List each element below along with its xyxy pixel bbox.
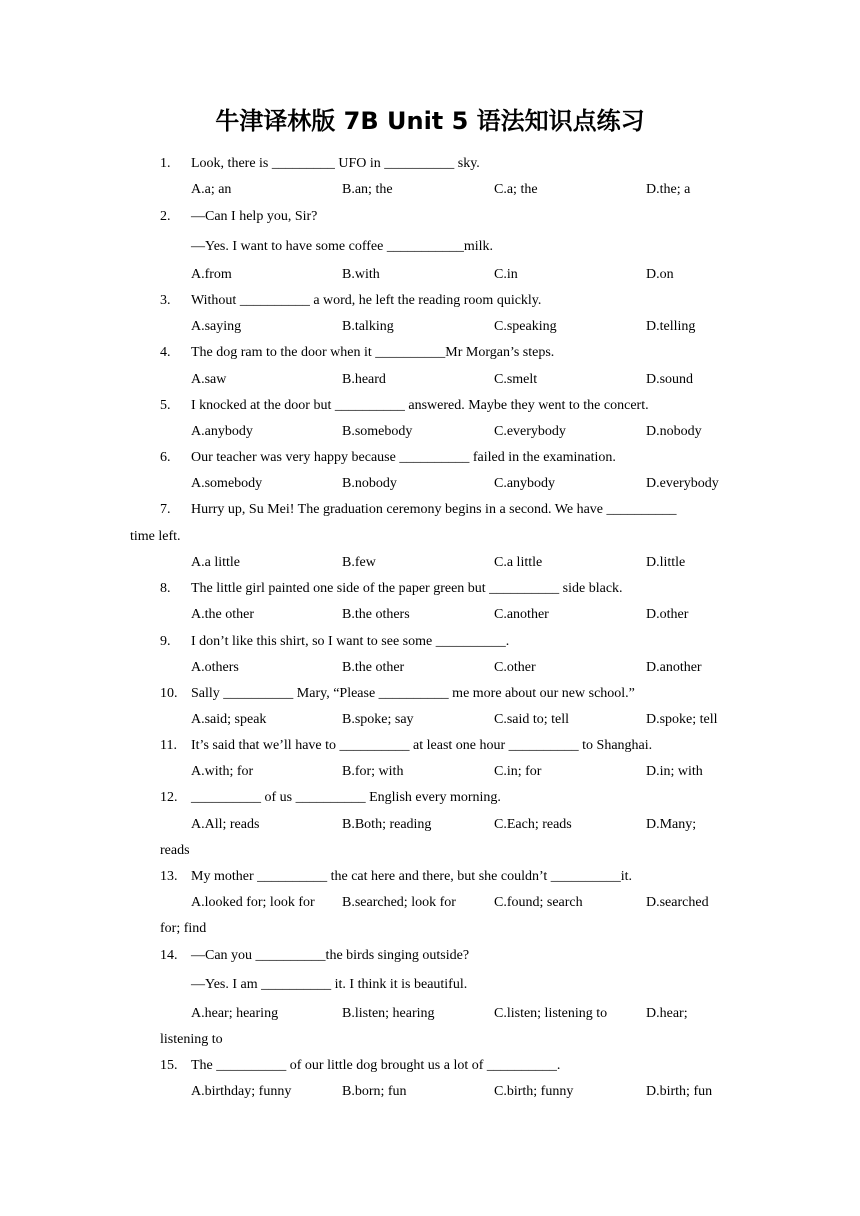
option-c[interactable]: C.listen; listening to [494,1006,608,1021]
question-stem: I knocked at the door but __________ answered. Maybe they went to the concert. [191,398,649,413]
question-stem: Without __________ a word, he left the reading room quickly. [191,293,542,308]
question-number: 9. [160,634,171,649]
option-d-continuation: reads [160,843,190,858]
question-number: 15. [160,1058,178,1073]
option-c[interactable]: C.said to; tell [494,712,570,727]
question-number: 3. [160,293,171,308]
question-stem: The little girl painted one side of the paper green but __________ side black. [191,581,623,596]
option-a[interactable]: A.with; for [191,764,254,779]
option-d-continuation: for; find [160,921,207,936]
option-c[interactable]: C.other [494,660,536,675]
option-d[interactable]: D.on [646,267,674,282]
question-number: 6. [160,450,171,465]
option-a[interactable]: A.All; reads [191,817,260,832]
option-d[interactable]: D.nobody [646,424,702,439]
option-d[interactable]: D.sound [646,372,694,387]
question-number: 7. [160,502,171,517]
option-a[interactable]: A.looked for; look for [191,895,315,910]
question-number: 2. [160,209,171,224]
question-stem-continuation: time left. [130,529,181,544]
question-number: 11. [160,738,177,753]
option-a[interactable]: A.hear; hearing [191,1006,279,1021]
option-d[interactable]: D.Many; [646,817,697,832]
question-stem: My mother __________ the cat here and there, but she couldn’t __________it. [191,869,633,884]
question-stem: It’s said that we’ll have to __________ at least one hour __________ to Shanghai. [191,738,653,753]
question-stem: __________ of us __________ English every morning. [191,790,501,805]
option-a[interactable]: A.saw [191,372,227,387]
option-b[interactable]: B.talking [342,319,394,334]
option-c[interactable]: C.a little [494,555,543,570]
option-d[interactable]: D.spoke; tell [646,712,718,727]
option-a[interactable]: A.birthday; funny [191,1084,292,1099]
option-a[interactable]: A.somebody [191,476,263,491]
option-b[interactable]: B.born; fun [342,1084,407,1099]
option-c[interactable]: C.another [494,607,549,622]
option-c[interactable]: C.a; the [494,182,538,197]
option-d[interactable]: D.the; a [646,182,691,197]
question-number: 12. [160,790,178,805]
question-stem: —Can I help you, Sir? [191,209,318,224]
option-a[interactable]: A.anybody [191,424,253,439]
option-a[interactable]: A.a; an [191,182,232,197]
option-b[interactable]: B.somebody [342,424,413,439]
option-c[interactable]: C.found; search [494,895,583,910]
option-c[interactable]: C.in; for [494,764,542,779]
option-c[interactable]: C.birth; funny [494,1084,574,1099]
page-title: 牛津译林版 7B Unit 5 语法知识点练习 [215,107,645,135]
option-b[interactable]: B.spoke; say [342,712,414,727]
option-b[interactable]: B.heard [342,372,386,387]
option-d[interactable]: D.little [646,555,686,570]
question-number: 10. [160,686,178,701]
option-b[interactable]: B.the other [342,660,405,675]
option-b[interactable]: B.nobody [342,476,397,491]
option-b[interactable]: B.the others [342,607,410,622]
question-stem: Our teacher was very happy because __________ failed in the examination. [191,450,616,465]
option-c[interactable]: C.smelt [494,372,538,387]
option-c[interactable]: C.Each; reads [494,817,572,832]
question-stem-reply: —Yes. I want to have some coffee ___________milk. [191,239,493,254]
option-b[interactable]: B.Both; reading [342,817,432,832]
question-stem: Hurry up, Su Mei! The graduation ceremony begins in a second. We have __________ [191,502,677,517]
option-d[interactable]: D.hear; [646,1006,688,1021]
option-b[interactable]: B.few [342,555,376,570]
option-a[interactable]: A.a little [191,555,240,570]
option-c[interactable]: C.speaking [494,319,557,334]
question-stem: The dog ram to the door when it __________Mr Morgan’s steps. [191,345,555,360]
option-b[interactable]: B.for; with [342,764,404,779]
option-c[interactable]: C.anybody [494,476,556,491]
option-d[interactable]: D.another [646,660,702,675]
option-c[interactable]: C.everybody [494,424,566,439]
question-stem: Look, there is _________ UFO in __________ sky. [191,156,480,171]
option-d[interactable]: D.telling [646,319,696,334]
question-stem: Sally __________ Mary, “Please __________ me more about our new school.” [191,686,635,701]
option-a[interactable]: A.said; speak [191,712,267,727]
option-d[interactable]: D.searched [646,895,709,910]
question-stem: The __________ of our little dog brought us a lot of __________. [191,1058,561,1073]
question-number: 4. [160,345,171,360]
option-b[interactable]: B.listen; hearing [342,1006,435,1021]
question-stem-reply: —Yes. I am __________ it. I think it is beautiful. [191,977,468,992]
option-b[interactable]: B.searched; look for [342,895,456,910]
option-a[interactable]: A.from [191,267,232,282]
option-c[interactable]: C.in [494,267,518,282]
option-a[interactable]: A.others [191,660,239,675]
question-number: 1. [160,156,171,171]
option-a[interactable]: A.saying [191,319,242,334]
option-d[interactable]: D.birth; fun [646,1084,713,1099]
option-b[interactable]: B.with [342,267,380,282]
option-d[interactable]: D.other [646,607,689,622]
option-a[interactable]: A.the other [191,607,254,622]
option-d[interactable]: D.everybody [646,476,719,491]
question-stem: I don’t like this shirt, so I want to see some __________. [191,634,510,649]
question-number: 8. [160,581,171,596]
question-number: 13. [160,869,178,884]
question-number: 5. [160,398,171,413]
option-d[interactable]: D.in; with [646,764,703,779]
option-d-continuation: listening to [160,1032,223,1047]
option-b[interactable]: B.an; the [342,182,393,197]
question-stem: —Can you __________the birds singing outside? [191,948,470,963]
question-number: 14. [160,948,178,963]
